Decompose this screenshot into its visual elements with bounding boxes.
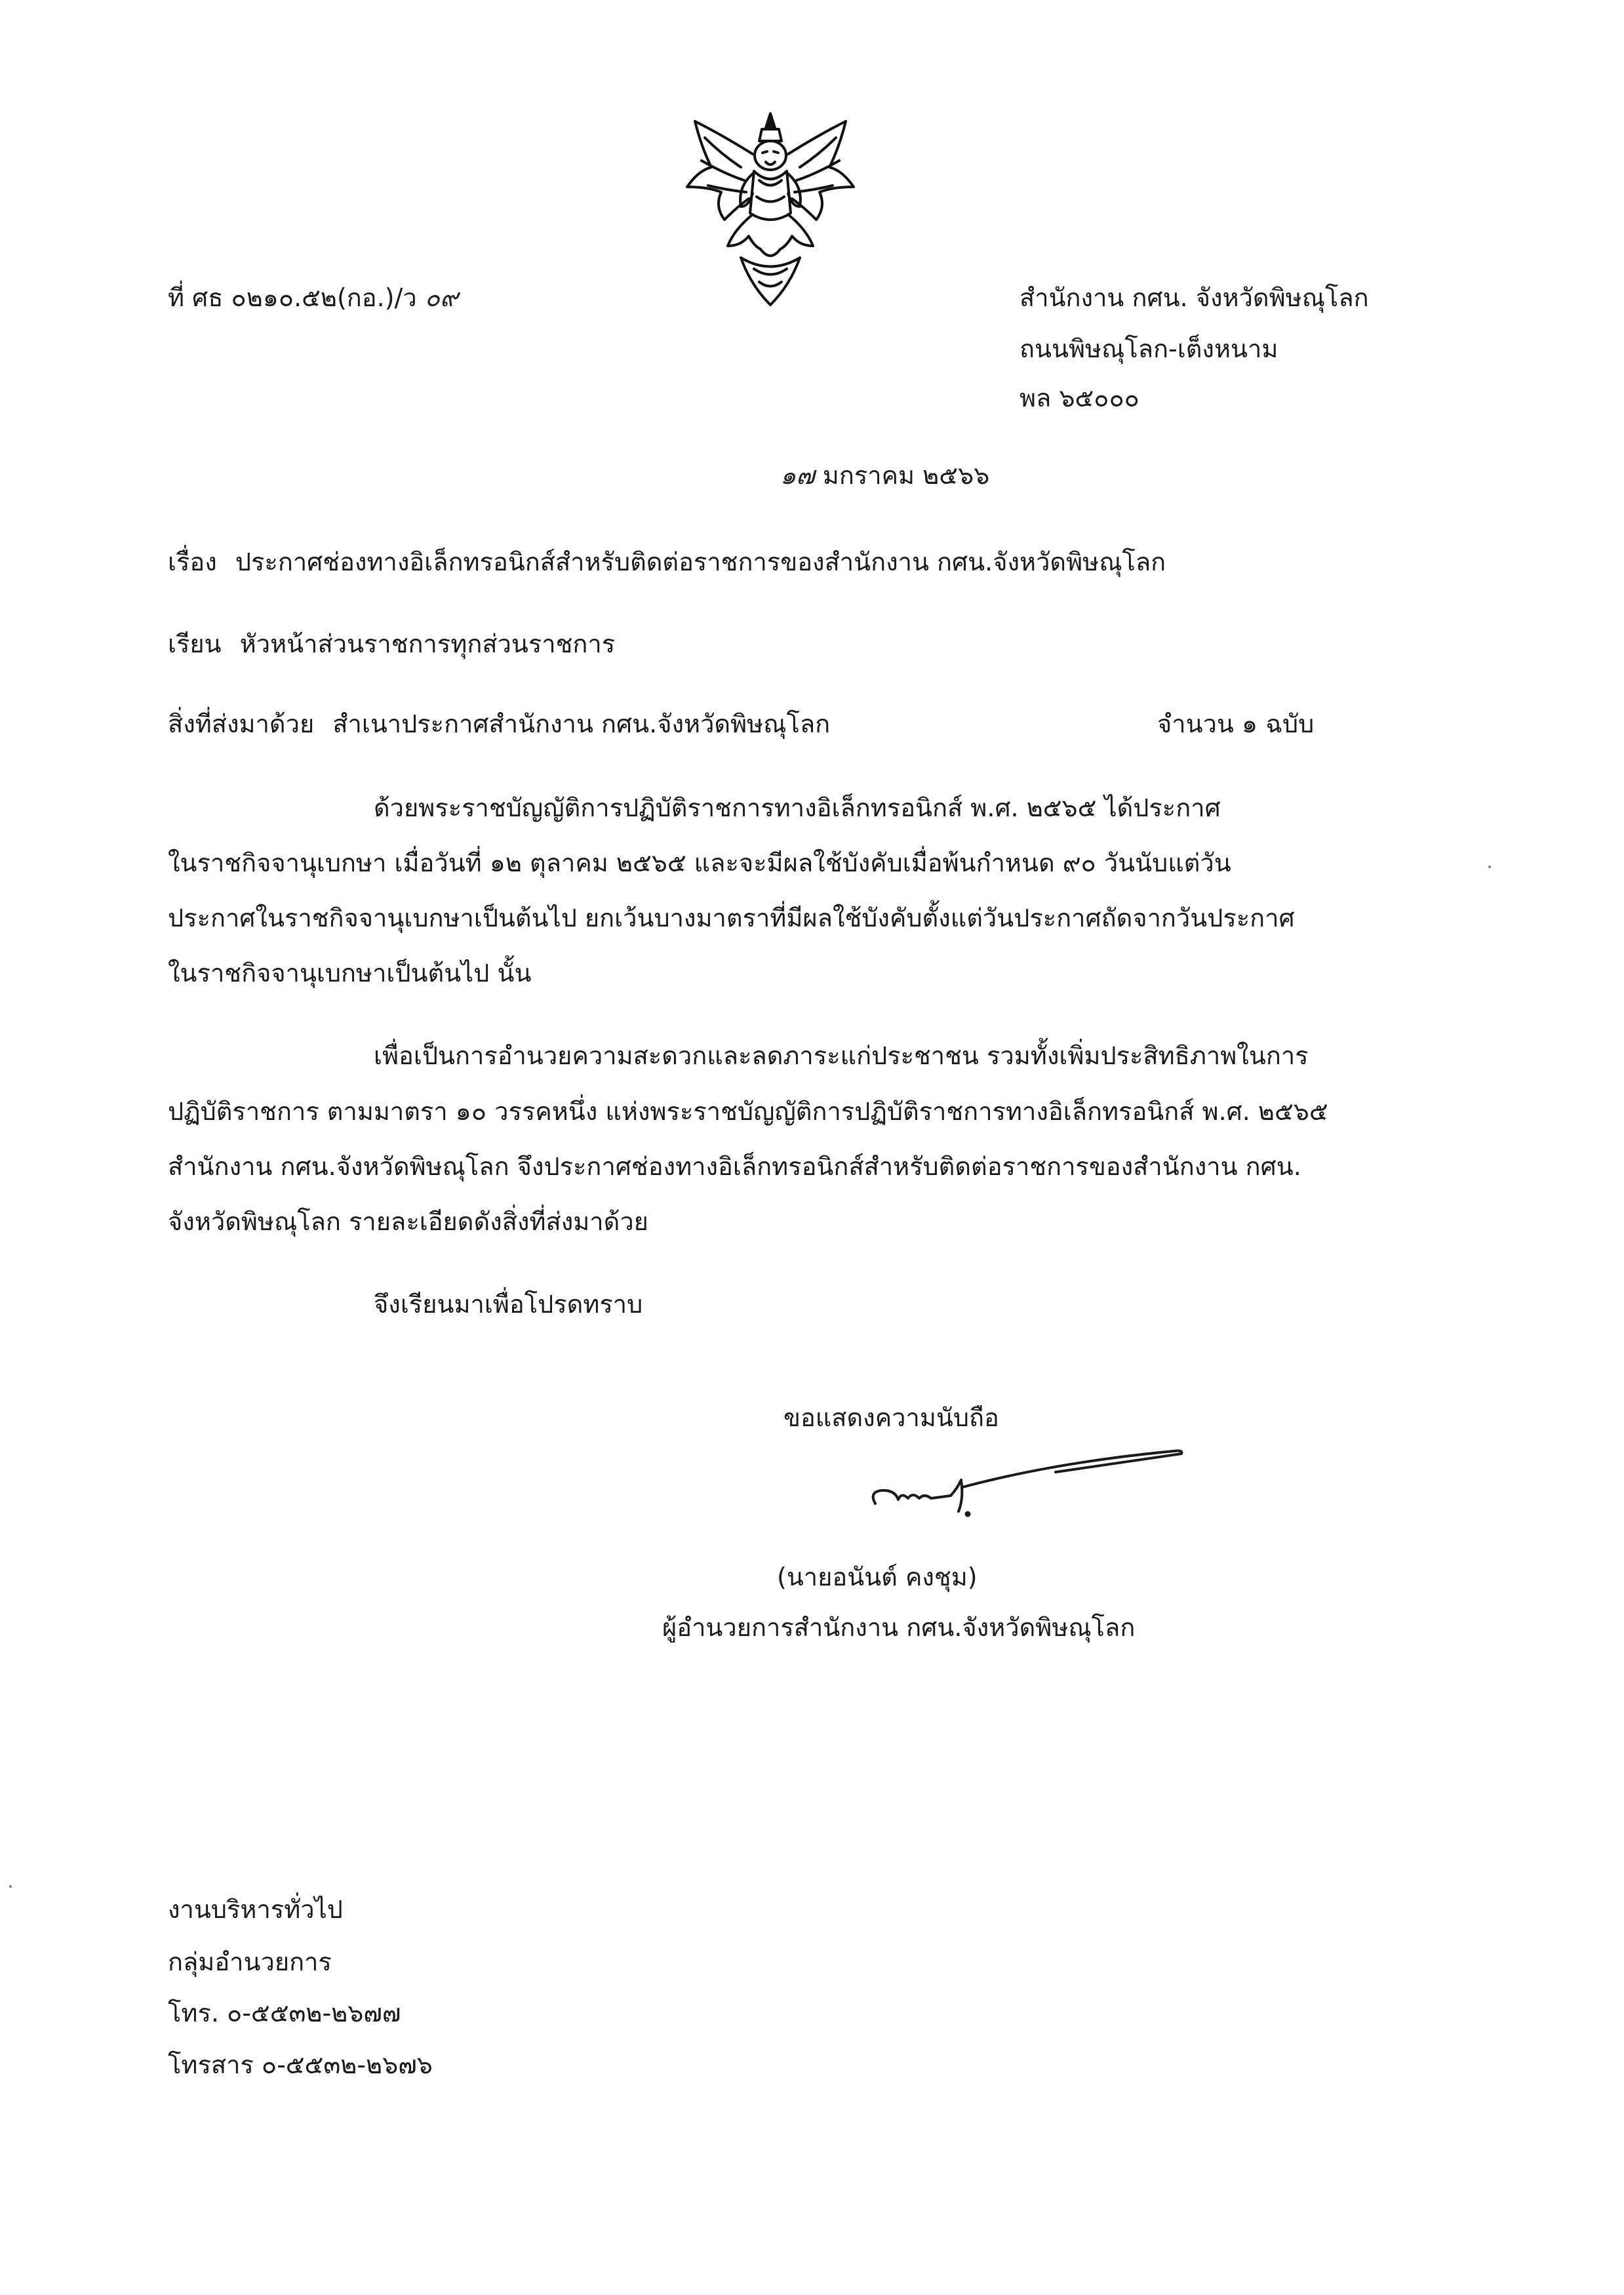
footer-department: งานบริหารทั่วไป [168, 1895, 343, 1924]
signer-title: ผู้อำนวยการสำนักงาน กศน.จังหวัดพิษณุโลก [662, 1613, 1136, 1642]
subject-line [168, 548, 1166, 578]
footer-fax: โทรสาร ๐-๕๕๓๒-๒๖๗๖ [168, 2050, 433, 2079]
subject-text: ประกาศช่องทางอิเล็กทรอนิกส์สำหรับติดต่อราชการของสำนักงาน กศน.จังหวัดพิษณุโลก [235, 548, 1166, 576]
reference-number [168, 283, 458, 313]
recipient-line [168, 629, 615, 660]
office-name: สำนักงาน กศน. จังหวัดพิษณุโลก [1020, 283, 1369, 312]
footer-group: กลุ่มอำนวยการ [168, 1947, 332, 1976]
signature-mark [859, 1426, 1200, 1525]
subject-label: เรื่อง [168, 548, 217, 576]
paragraph-2-line: จังหวัดพิษณุโลก รายละเอียดดังสิ่งที่ส่งมาด้วย [168, 1207, 648, 1236]
enclosure-label: สิ่งที่ส่งมาด้วย [168, 709, 315, 738]
paragraph-2-line: สำนักงาน กศน.จังหวัดพิษณุโลก จึงประกาศช่องทางอิเล็กทรอนิกส์สำหรับติดต่อราชการของสำนักงาน กศน. [168, 1152, 1301, 1181]
reference-handwritten-number: ๐๙ [424, 283, 458, 312]
date-month-year: มกราคม ๒๕๖๖ [822, 461, 990, 490]
letter-date [780, 461, 989, 491]
recipient-text: หัวหน้าส่วนราชการทุกส่วนราชการ [239, 629, 616, 658]
date-day-handwritten: ๑๗ [780, 461, 815, 490]
closing-request: จึงเรียนมาเพื่อโปรดทราบ [374, 1290, 643, 1319]
paragraph-1-line: ประกาศในราชกิจจานุเบกษาเป็นต้นไป ยกเว้นบางมาตราที่มีผลใช้บังคับตั้งแต่วันประกาศถัดจากวันประกาศ [168, 904, 1295, 932]
enclosure-line [168, 709, 830, 740]
signer-name: (นายอนันต์ คงชุม) [777, 1563, 978, 1591]
scan-speck [1488, 866, 1491, 868]
paragraph-1-line: ในราชกิจจานุเบกษา เมื่อวันที่ ๑๒ ตุลาคม ๒๕๖๕ และจะมีผลใช้บังคับเมื่อพ้นกำหนด ๙๐ วันนับแต่วัน [168, 848, 1231, 877]
paragraph-1-line: ด้วยพระราชบัญญัติการปฏิบัติราชการทางอิเล็กทรอนิกส์ พ.ศ. ๒๕๖๕ ได้ประกาศ [374, 793, 1221, 822]
footer-phone: โทร. ๐-๕๕๓๒-๒๖๗๗ [168, 1999, 401, 2027]
enclosure-quantity: จำนวน ๑ ฉบับ [1157, 709, 1315, 738]
paragraph-2-line: เพื่อเป็นการอำนวยความสะดวกและลดภาระแก่ประชาชน รวมทั้งเพิ่มประสิทธิภาพในการ [374, 1041, 1309, 1070]
office-postcode: พล ๖๕๐๐๐ [1020, 384, 1139, 412]
office-road: ถนนพิษณุโลก-เต็งหนาม [1020, 334, 1278, 363]
reference-prefix: ที่ ศธ ๐๒๑๐.๕๒(กอ.)/ว [168, 283, 417, 312]
closing-salutation: ขอแสดงความนับถือ [783, 1403, 999, 1432]
paragraph-1-line: ในราชกิจจานุเบกษาเป็นต้นไป นั้น [168, 959, 532, 988]
garuda-emblem-icon [675, 108, 865, 311]
paragraph-2-line: ปฏิบัติราชการ ตามมาตรา ๑๐ วรรคหนึ่ง แห่งพระราชบัญญัติการปฏิบัติราชการทางอิเล็กทรอนิกส์ พ.ศ. ๒๕๖๕ [168, 1097, 1328, 1126]
enclosure-text: สำเนาประกาศสำนักงาน กศน.จังหวัดพิษณุโลก [332, 709, 831, 738]
scan-speck [9, 1885, 12, 1888]
recipient-label: เรียน [168, 629, 222, 658]
